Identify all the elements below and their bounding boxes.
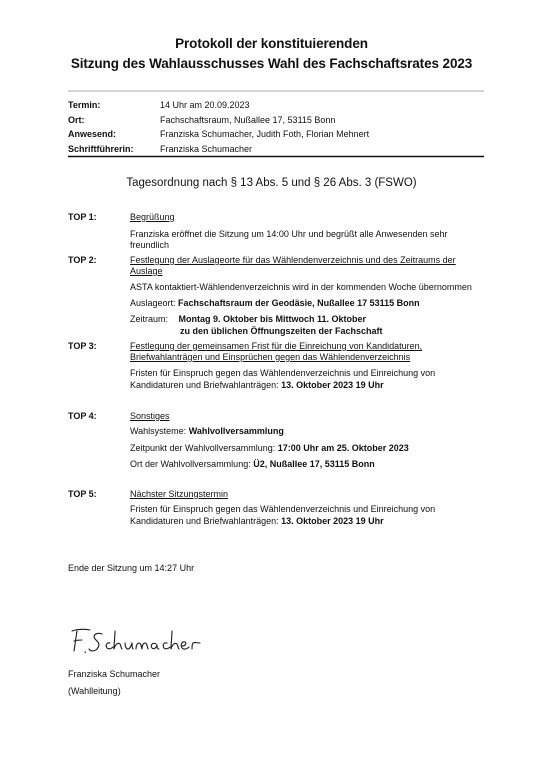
top5-label: TOP 5: xyxy=(68,489,97,499)
top3-label: TOP 3: xyxy=(68,341,97,351)
meta-label: Ort: xyxy=(68,114,85,125)
meta-label: Schriftführerin: xyxy=(68,143,134,154)
top2-time-value-2 xyxy=(180,325,383,337)
top2-time-value-2-text: zu den üblichen Öffnungszeiten der Fachschaft xyxy=(180,326,383,336)
top2-time-label: Zeitraum: xyxy=(130,314,169,324)
agenda-heading: Tagesordnung nach § 13 Abs. 5 und § 26 Abs. 3 (FSWO) xyxy=(126,177,417,189)
top2-title-1: Festlegung der Auslageorte für das Wählendenverzeichnis und des Zeitraums der xyxy=(130,255,456,265)
top2-place-value: Fachschaftsraum der Geodäsie, Nußallee 17 53115 Bonn xyxy=(178,298,420,308)
meta-value: Franziska Schumacher xyxy=(160,143,253,154)
top4-title: Sonstiges xyxy=(130,411,170,421)
top2-place-label: Auslageort: xyxy=(130,298,176,308)
top4-label: TOP 4: xyxy=(68,411,97,421)
title-line-2: Sitzung des Wahlausschusses Wahl des Fachschaftsrates 2023 xyxy=(70,56,473,71)
top3-text-1: Fristen für Einspruch gegen das Wählendenverzeichnis und Einreichung von xyxy=(130,368,436,378)
top5-text-1: Fristen für Einspruch gegen das Wählendenverzeichnis und Einreichung von xyxy=(130,504,436,514)
meta-row-termin xyxy=(68,98,488,113)
top4-place-label: Ort der Wahlvollversammlung: xyxy=(130,459,251,469)
top5-text-2 xyxy=(130,515,384,527)
top5-text-2-prefix: Kandidaturen und Briefwahlanträgen: xyxy=(130,516,279,526)
top4-system-label: Wahlsysteme: xyxy=(130,426,187,436)
meta-row-anwesend xyxy=(68,127,488,142)
top2-text-1: ASTA kontaktiert-Wählendenverzeichnis wird in der kommenden Woche übernommen xyxy=(130,282,472,292)
top1-text-1: Franziska eröffnet die Sitzung um 14:00 Uhr und begrüßt alle Anwesenden sehr xyxy=(130,229,448,239)
top1-label: TOP 1: xyxy=(68,212,97,222)
top2-time-value-1: Montag 9. Oktober bis Mittwoch 11. Oktober xyxy=(178,314,367,324)
title-line-1: Protokoll der konstituierenden xyxy=(175,36,368,51)
top2-time xyxy=(130,313,366,325)
top2-label: TOP 2: xyxy=(68,255,97,265)
top4-place-value: Ü2, Nußallee 17, 53115 Bonn xyxy=(253,459,375,469)
top4-system xyxy=(130,425,284,437)
meta-label: Anwesend: xyxy=(68,129,117,140)
top2-title-2: Auslage xyxy=(130,266,163,276)
top1-text-2: freundlich xyxy=(130,240,170,250)
top3-title-1: Festlegung der gemeinsamen Frist für die Einreichung von Kandidaturen, xyxy=(130,341,423,351)
meta-value: 14 Uhr am 20.09.2023 xyxy=(160,100,250,110)
top4-time-value: 17:00 Uhr am 25. Oktober 2023 xyxy=(277,443,409,453)
top-rule xyxy=(68,90,484,92)
top3-title-2: Briefwahlanträgen und Einsprüchen gegen das Wählendenverzeichnis xyxy=(130,352,411,362)
top3-text-2-value: 13. Oktober 2023 19 Uhr xyxy=(281,380,384,390)
top5-text-2-value: 13. Oktober 2023 19 Uhr xyxy=(281,516,384,526)
top3-text-2-prefix: Kandidaturen und Briefwahlanträgen: xyxy=(130,380,279,390)
end-of-meeting: Ende der Sitzung um 14:27 Uhr xyxy=(68,563,195,573)
meta-value: Franziska Schumacher, Judith Foth, Florian Mehnert xyxy=(160,129,370,140)
top4-place xyxy=(130,458,375,470)
top4-time-label: Zeitpunkt der Wahlvollversammlung: xyxy=(130,443,276,453)
signature-name: Franziska Schumacher xyxy=(68,669,161,679)
top2-place xyxy=(130,297,420,309)
signature-image xyxy=(66,625,206,657)
top5-title: Nächster Sitzungstermin xyxy=(130,489,229,499)
meta-bottom-rule xyxy=(68,155,484,158)
top4-time xyxy=(130,442,409,454)
signature-role: (Wahlleitung) xyxy=(68,686,121,696)
meta-label: Termin: xyxy=(68,100,101,110)
top4-system-value: Wahlvollversammlung xyxy=(188,426,284,436)
meta-value: Fachschaftsraum, Nußallee 17, 53115 Bonn xyxy=(160,114,336,125)
meta-row-ort xyxy=(68,113,488,128)
top3-text-2 xyxy=(130,379,384,391)
meta-block xyxy=(68,98,488,156)
top1-title: Begrüßung xyxy=(130,212,175,222)
